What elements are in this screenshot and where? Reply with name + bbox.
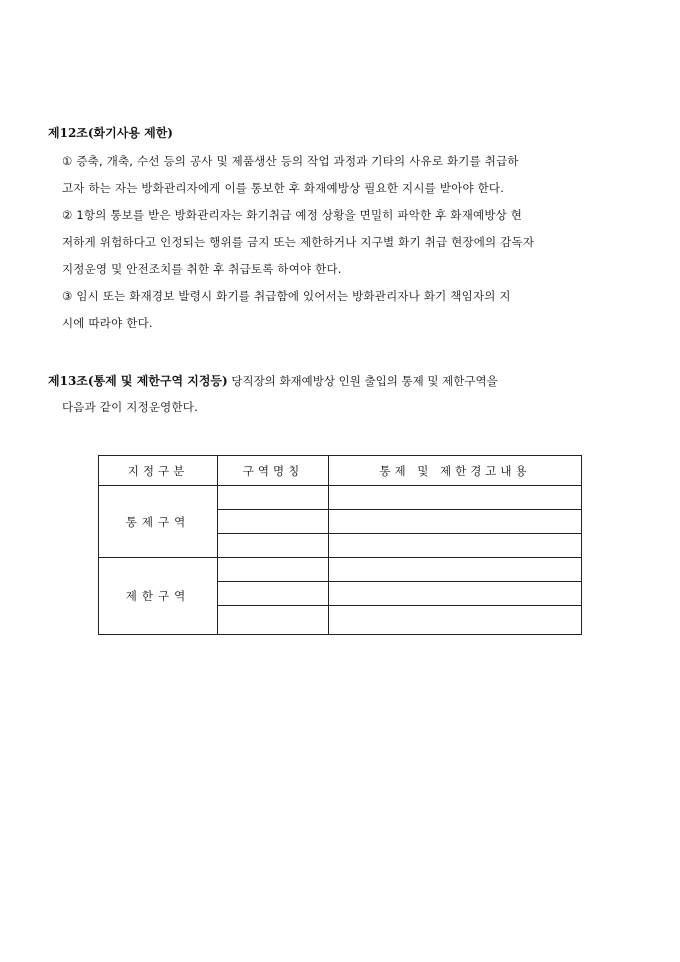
table-cell	[329, 606, 582, 635]
article-13-text-1: 당직장의 화재예방상 인원 출입의 통제 및 제한구역을	[227, 374, 498, 388]
table-cell	[329, 534, 582, 558]
table-row	[99, 558, 582, 582]
article-12-line-5: 지정운영 및 안전조치를 취한 후 취급토록 하여야 한다.	[62, 262, 342, 276]
header-warning-content: 통제 및 제한경고내용	[329, 456, 582, 486]
header-zone-name: 구역명칭	[218, 456, 329, 486]
table-cell	[329, 582, 582, 606]
table-cell	[218, 486, 329, 510]
article-13-paragraph	[48, 372, 498, 389]
article-12-line-7: 시에 따라야 한다.	[62, 316, 153, 330]
table-cell	[329, 486, 582, 510]
article-12-heading: 제12조(화기사용 제한)	[48, 126, 173, 140]
table-cell	[218, 606, 329, 635]
article-13-heading: 제13조(통제 및 제한구역 지정등)	[48, 374, 228, 388]
article-12-line-4: 저하게 위험하다고 인정되는 행위를 금지 또는 제한하거나 지구별 화기 취급 현장에의 감독자	[62, 235, 535, 249]
table-cell	[218, 534, 329, 558]
article-12-line-6: ③ 임시 또는 화재경보 발령시 화기를 취급함에 있어서는 방화관리자나 화기 책임자의 지	[62, 289, 511, 303]
table-row	[99, 486, 582, 510]
table-cell	[329, 510, 582, 534]
table-cell	[329, 558, 582, 582]
table-cell	[218, 558, 329, 582]
table-header-row	[99, 456, 582, 486]
article-13-text-2: 다음과 같이 지정운영한다.	[62, 400, 198, 414]
header-designation: 지정구분	[99, 456, 218, 486]
table-cell	[218, 510, 329, 534]
article-12-line-2: 고자 하는 자는 방화관리자에게 이를 통보한 후 화재예방상 필요한 지시를 받아야 한다.	[62, 181, 505, 195]
article-12-line-1: ① 증축, 개축, 수선 등의 공사 및 제품생산 등의 작업 과정과 기타의 사유로 화기를 취급하	[62, 154, 519, 168]
article-12-line-3: ② 1항의 통보를 받은 방화관리자는 화기취급 예정 상황을 면밀히 파악한 후 화재예방상 현	[62, 208, 523, 222]
zone-designation-table	[98, 455, 582, 635]
group-restricted-zone: 제한구역	[99, 558, 218, 635]
group-control-zone: 통제구역	[99, 486, 218, 558]
table-cell	[218, 582, 329, 606]
